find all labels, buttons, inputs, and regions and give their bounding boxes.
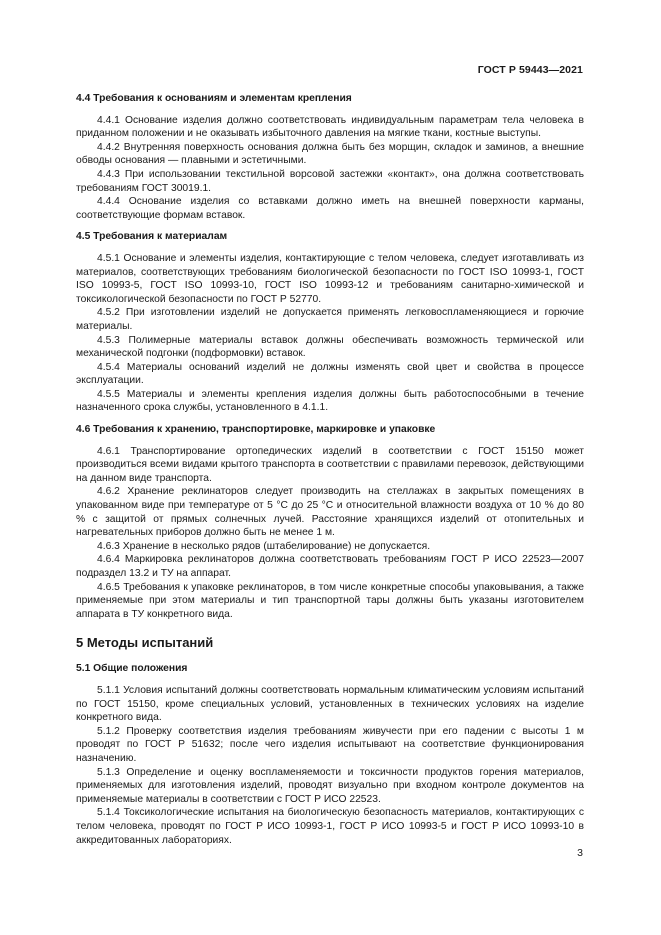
paragraph-4-6-2: 4.6.2 Хранение реклинаторов следует производить на стеллажах в закрытых помещениях в упакованном виде при температуре от 5 °С до 25 °С и относительной влажности воздуха от 10 % до 80 % с защитой от прямых солнечных лучей. Расстояние хранящихся изделий от отопительных и нагревательных приборов должно быть не менее 1 м. bbox=[76, 486, 584, 539]
paragraph-4-4-2: 4.4.2 Внутренняя поверхность основания должна быть без морщин, складок и заминов, а внешние обводы основания — плавными и эстетичными. bbox=[76, 141, 584, 167]
section-4-6-title: 4.6 Требования к хранению, транспортировке, маркировке и упаковке bbox=[76, 424, 436, 436]
section-4-5-title: 4.5 Требования к материалам bbox=[76, 231, 228, 243]
paragraph-4-5-5: 4.5.5 Материалы и элементы крепления изделия должны быть работоспособными в течение назначенного срока службы, установленного в 4.1.1. bbox=[76, 388, 584, 414]
paragraph-5-1-1: 5.1.1 Условия испытаний должны соответствовать нормальным климатическим условиям испытаний по ГОСТ 15150, кроме специальных условий, установленных в технических условиях на изделие конкретного вида. bbox=[76, 684, 584, 724]
paragraph-4-6-1: 4.6.1 Транспортирование ортопедических изделий в соответствии с ГОСТ 15150 может производиться всеми видами крытого транспорта в соответствии с правилами перевозок, действующими на данном виде транспорта. bbox=[76, 445, 584, 484]
section-4-4-title: 4.4 Требования к основаниям и элементам крепления bbox=[76, 93, 352, 104]
section-5-title: 5 Методы испытаний bbox=[76, 635, 214, 651]
paragraph-4-5-1: 4.5.1 Основание и элементы изделия, контактирующие с телом человека, следует изготавливать из материалов, соответствующих требованиям биологической безопасности по ГОСТ ISO 10993-1, ГОСТ ISO 10993-5, ГОСТ ISO 10993-10, ГОСТ ISO 10993-12 и требованиям санитарно-химической и токсикологической безопасности по ГОСТ Р 52770. bbox=[76, 252, 584, 305]
paragraph-5-1-4: 5.1.4 Токсикологические испытания на биологическую безопасность материалов, контактирующих с телом человека, проводят по ГОСТ Р ИСО 10993-1, ГОСТ Р ИСО 10993-5 и ГОСТ Р ИСО 10993-10 в аккредитованных лабораториях. bbox=[76, 807, 584, 846]
section-5-1-title: 5.1 Общие положения bbox=[76, 663, 188, 675]
paragraph-4-4-4: 4.4.4 Основание изделия со вставками должно иметь на внешней поверхности карманы, соответствующие формам вставок. bbox=[76, 196, 584, 221]
paragraph-4-4-1: 4.4.1 Основание изделия должно соответствовать индивидуальным параметрам тела человека в приданном положении и не оказывать избыточного давления на мягкие ткани, костные выступы. bbox=[76, 114, 584, 140]
paragraph-4-5-2: 4.5.2 При изготовлении изделий не допускается применять легковоспламеняющиеся и горючие материалы. bbox=[76, 307, 584, 332]
paragraph-5-1-2: 5.1.2 Проверку соответствия изделия требованиям живучести при его падении с высоты 1 м проводят по ГОСТ Р 51632; после чего изделия испытывают на соответствие функционирования назначению. bbox=[76, 725, 584, 764]
paragraph-4-6-4: 4.6.4 Маркировка реклинаторов должна соответствовать требованиям ГОСТ Р ИСО 22523—2007 подраздел 13.2 и ТУ на аппарат. bbox=[76, 554, 584, 579]
paragraph-5-1-3: 5.1.3 Определение и оценку воспламеняемости и токсичности продуктов горения материалов, применяемых для изготовления изделий, проводят визуально при входном контроле документов на применяемые материалы в соответствии с ГОСТ Р ИСО 22523. bbox=[76, 766, 584, 805]
paragraph-4-6-5: 4.6.5 Требования к упаковке реклинаторов, в том числе конкретные способы упаковывания, а также применяемые при этом материалы и тип транспортной тары должны быть указаны изготовителем аппарата в ТУ конкретного вида. bbox=[76, 581, 584, 620]
document-body bbox=[76, 92, 584, 847]
paragraph-4-4-3: 4.4.3 При использовании текстильной ворсовой застежки «контакт», она должна соответствовать требованиям ГОСТ 30019.1. bbox=[76, 168, 584, 194]
paragraph-4-5-4: 4.5.4 Материалы оснований изделий не должны изменять свой цвет и свойства в процессе эксплуатации. bbox=[76, 361, 584, 387]
paragraph-4-6-3: 4.6.3 Хранение в несколько рядов (штабелирование) не допускается. bbox=[97, 540, 431, 552]
page-number: 3 bbox=[577, 847, 583, 859]
document-header: ГОСТ Р 59443—2021 bbox=[477, 64, 583, 76]
paragraph-4-5-3: 4.5.3 Полимерные материалы вставок должны обеспечивать возможность термической или механической подгонки (подформовки) вставок. bbox=[76, 334, 584, 360]
